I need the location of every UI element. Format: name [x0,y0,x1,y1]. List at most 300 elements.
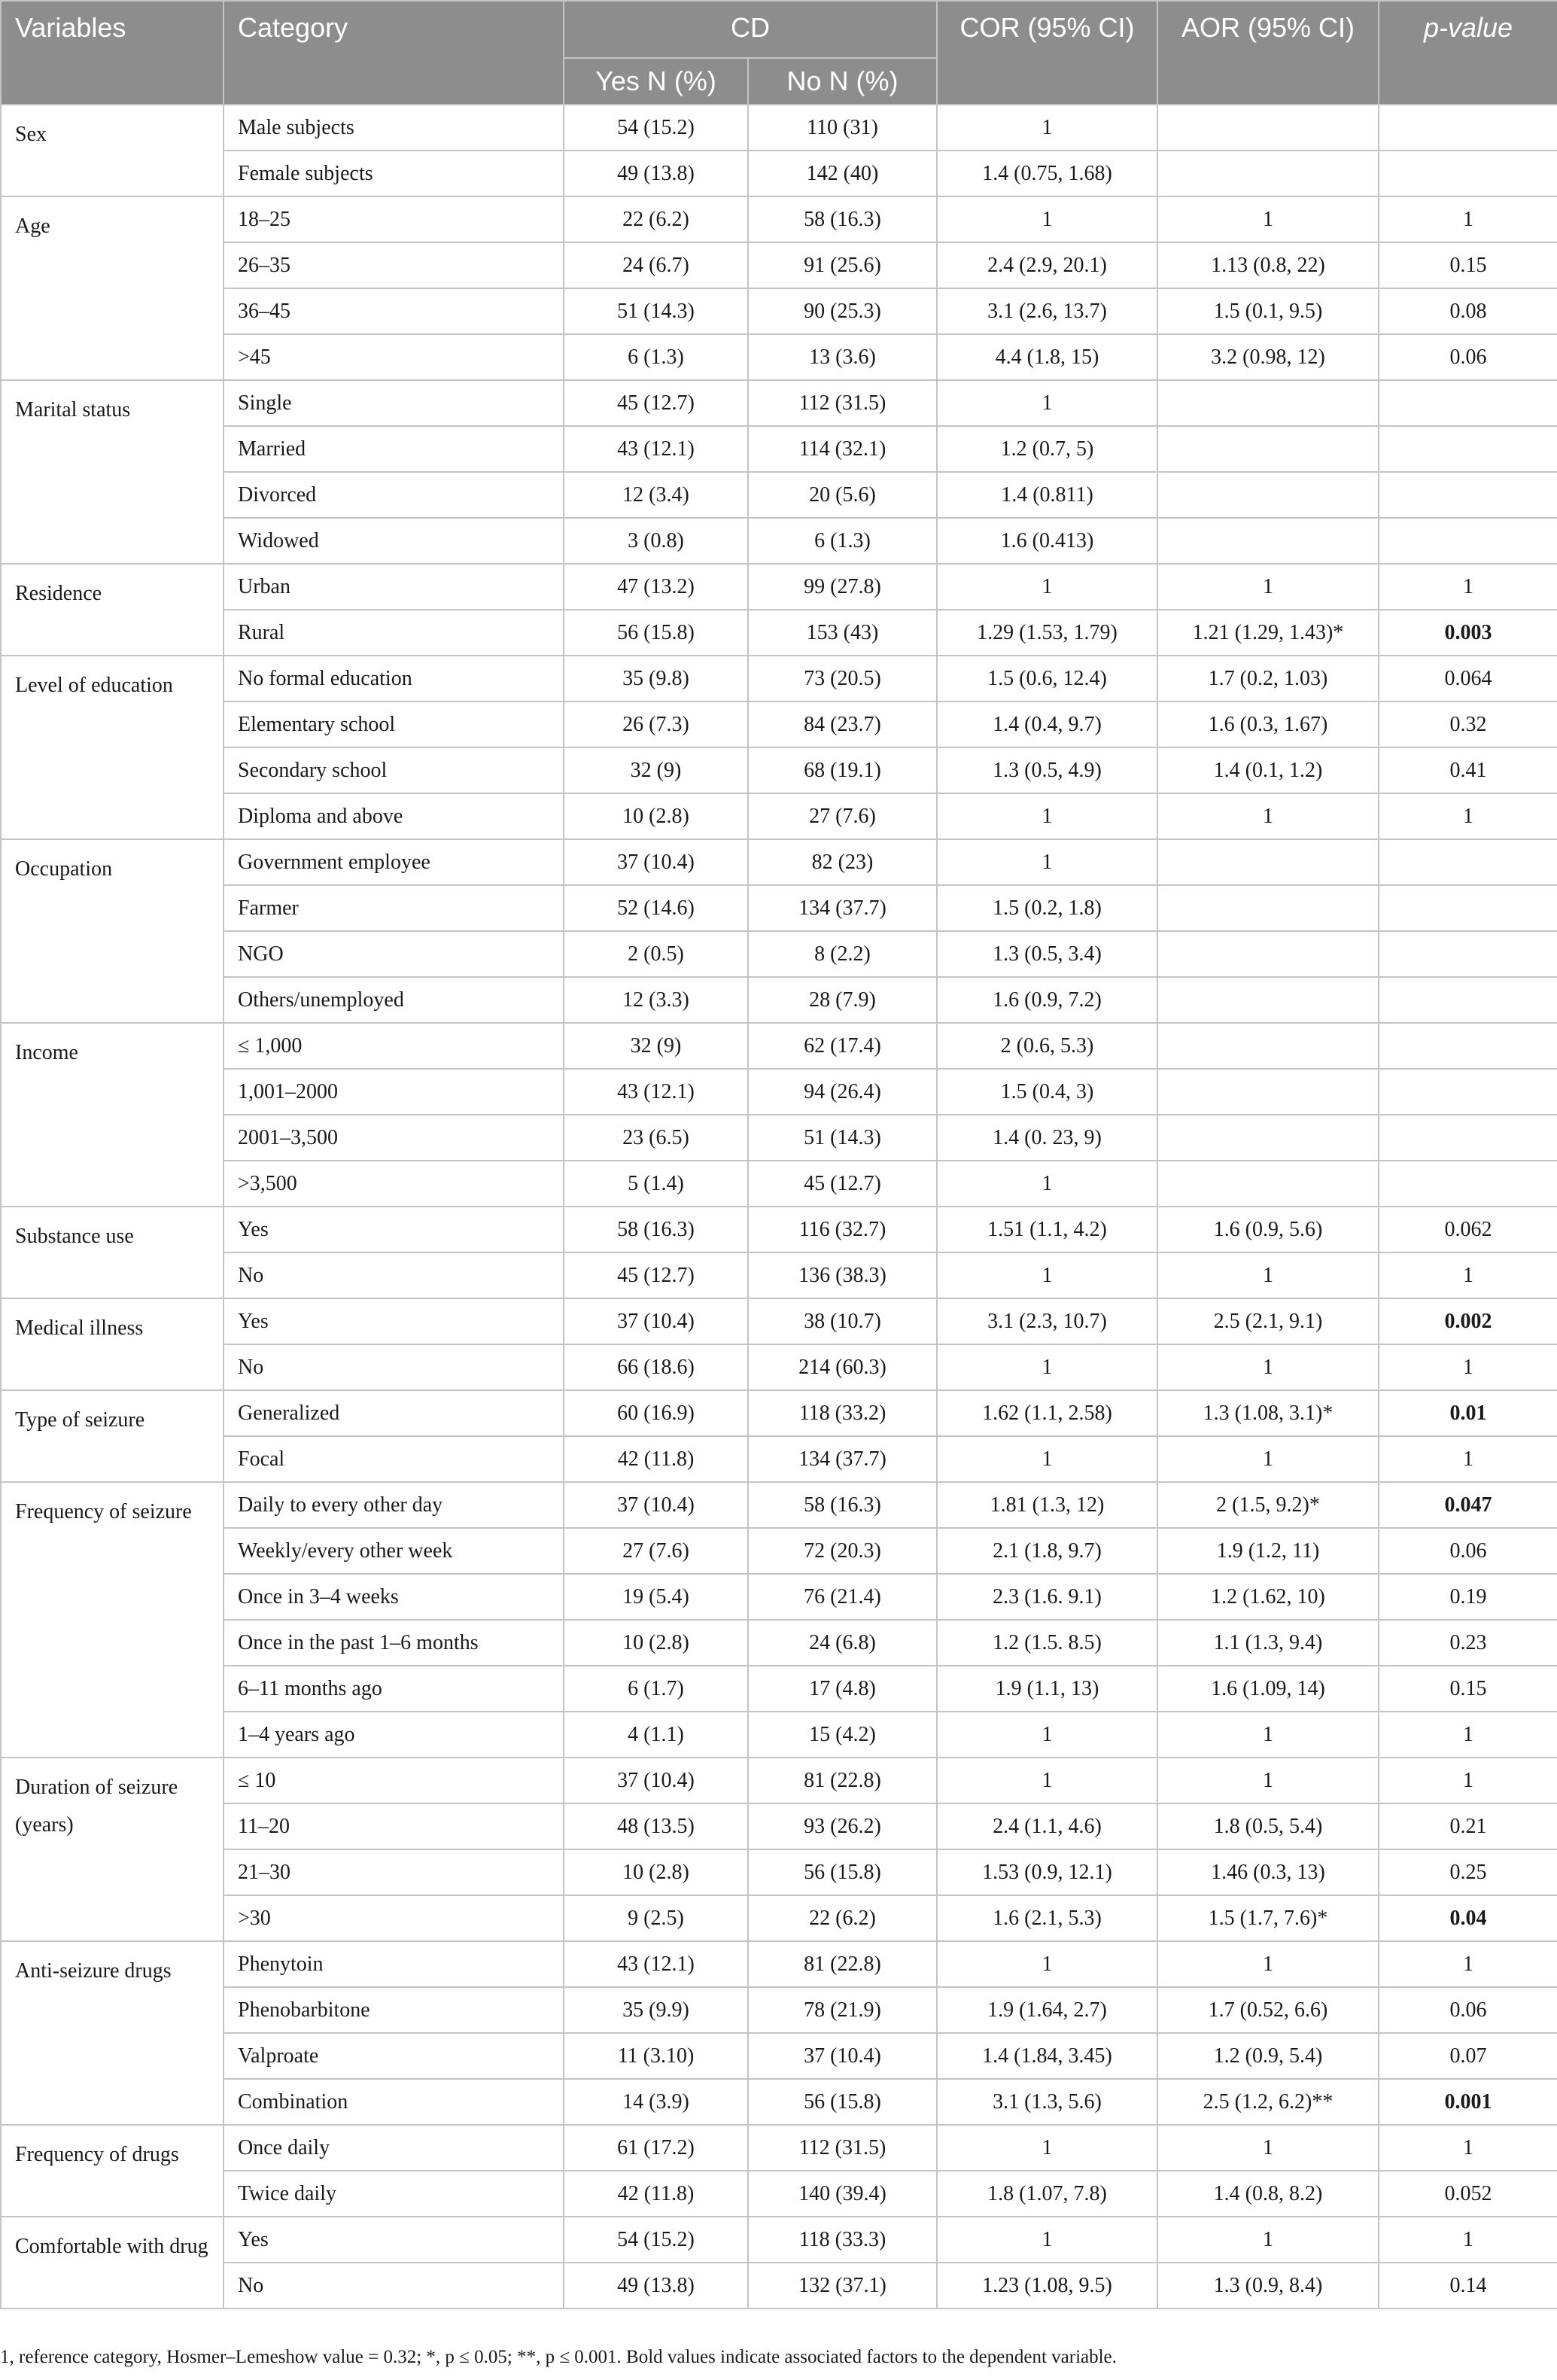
variable-cell: Occupation [1,839,224,1023]
aor-cell: 1.7 (0.2, 1.03) [1157,656,1379,702]
aor-cell: 1.4 (0.8, 8.2) [1157,2171,1379,2217]
p-value-cell: 0.15 [1379,1666,1557,1712]
aor-cell: 2.5 (1.2, 6.2)** [1157,2079,1379,2125]
cd-yes-cell: 52 (14.6) [564,885,748,931]
variable-cell: Anti-seizure drugs [1,1941,224,2125]
category-cell: 36–45 [224,288,564,334]
cd-yes-cell: 66 (18.6) [564,1344,748,1390]
p-value-cell: 0.14 [1379,2263,1557,2308]
aor-cell: 1.13 (0.8, 22) [1157,242,1379,288]
table-row [1,1344,1557,1390]
header-pvalue-text: p-value [1423,12,1513,43]
variable-cell: Age [1,196,224,380]
aor-cell: 1 [1157,2125,1379,2171]
category-cell: Phenobarbitone [224,1987,564,2033]
table-row [1,1941,1557,1987]
category-cell: Valproate [224,2033,564,2079]
cd-yes-cell: 10 (2.8) [564,793,748,839]
p-value-cell: 0.23 [1379,1620,1557,1666]
cd-yes-cell: 11 (3.10) [564,2033,748,2079]
cd-no-cell: 112 (31.5) [748,2125,937,2171]
aor-cell: 2 (1.5, 9.2)* [1157,1482,1379,1528]
aor-cell: 1 [1157,1941,1379,1987]
table-row [1,1298,1557,1344]
cd-yes-cell: 2 (0.5) [564,931,748,977]
cd-yes-cell: 35 (9.8) [564,656,748,702]
cd-yes-cell: 12 (3.4) [564,472,748,518]
aor-cell: 1.5 (1.7, 7.6)* [1157,1895,1379,1941]
aor-cell: 1 [1157,196,1379,242]
aor-cell: 1.8 (0.5, 5.4) [1157,1803,1379,1849]
category-cell: ≤ 1,000 [224,1023,564,1069]
category-cell: Generalized [224,1390,564,1436]
aor-cell [1157,380,1379,426]
category-cell: Yes [224,2217,564,2263]
aor-cell [1157,1023,1379,1069]
table-row [1,747,1557,793]
p-value-cell [1379,839,1557,885]
header-aor: AOR (95% CI) [1157,1,1379,105]
cd-yes-cell: 27 (7.6) [564,1528,748,1574]
cd-yes-cell: 22 (6.2) [564,196,748,242]
category-cell: No [224,2263,564,2308]
p-value-cell: 0.003 [1379,610,1557,656]
cor-cell: 1.5 (0.2, 1.8) [937,885,1157,931]
aor-cell: 3.2 (0.98, 12) [1157,334,1379,380]
cd-no-cell: 84 (23.7) [748,702,937,747]
cd-no-cell: 13 (3.6) [748,334,937,380]
p-value-cell: 1 [1379,1344,1557,1390]
p-value-cell: 0.06 [1379,1528,1557,1574]
category-cell: Yes [224,1298,564,1344]
aor-cell: 1.2 (1.62, 10) [1157,1574,1379,1620]
aor-cell: 1.5 (0.1, 9.5) [1157,288,1379,334]
aor-cell: 1 [1157,1252,1379,1298]
cor-cell: 1.3 (0.5, 3.4) [937,931,1157,977]
aor-cell [1157,977,1379,1023]
table-row [1,1436,1557,1482]
table-body [1,105,1557,2308]
header-pvalue [1379,1,1557,105]
p-value-cell [1379,931,1557,977]
cd-yes-cell: 5 (1.4) [564,1161,748,1207]
cd-no-cell: 214 (60.3) [748,1344,937,1390]
table-row [1,151,1557,196]
cd-yes-cell: 23 (6.5) [564,1115,748,1161]
cor-cell: 2.3 (1.6. 9.1) [937,1574,1157,1620]
category-cell: ≤ 10 [224,1758,564,1803]
p-value-cell: 0.001 [1379,2079,1557,2125]
cor-cell: 2 (0.6, 5.3) [937,1023,1157,1069]
cd-yes-cell: 43 (12.1) [564,426,748,472]
cd-no-cell: 58 (16.3) [748,1482,937,1528]
p-value-cell [1379,380,1557,426]
aor-cell [1157,426,1379,472]
cor-cell: 1.4 (0.75, 1.68) [937,151,1157,196]
table-row [1,472,1557,518]
p-value-cell: 1 [1379,1941,1557,1987]
cor-cell: 1 [937,1712,1157,1758]
table-row [1,288,1557,334]
category-cell: Married [224,426,564,472]
cd-yes-cell: 42 (11.8) [564,2171,748,2217]
category-cell: Rural [224,610,564,656]
aor-cell: 1.6 (1.09, 14) [1157,1666,1379,1712]
cd-no-cell: 110 (31) [748,105,937,151]
category-cell: Single [224,380,564,426]
category-cell: No formal education [224,656,564,702]
cd-yes-cell: 43 (12.1) [564,1941,748,1987]
category-cell: Male subjects [224,105,564,151]
cd-yes-cell: 51 (14.3) [564,288,748,334]
category-cell: Once in the past 1–6 months [224,1620,564,1666]
aor-cell [1157,151,1379,196]
cd-yes-cell: 45 (12.7) [564,380,748,426]
table-row [1,105,1557,151]
cd-no-cell: 73 (20.5) [748,656,937,702]
cd-no-cell: 72 (20.3) [748,1528,937,1574]
cor-cell: 1.4 (0.4, 9.7) [937,702,1157,747]
cor-cell: 1.29 (1.53, 1.79) [937,610,1157,656]
table-row [1,793,1557,839]
cor-cell: 4.4 (1.8, 15) [937,334,1157,380]
category-cell: Divorced [224,472,564,518]
cor-cell: 1.53 (0.9, 12.1) [937,1849,1157,1895]
cd-yes-cell: 47 (13.2) [564,564,748,610]
table-row [1,1161,1557,1207]
category-cell: >3,500 [224,1161,564,1207]
cd-no-cell: 99 (27.8) [748,564,937,610]
cd-no-cell: 38 (10.7) [748,1298,937,1344]
cd-no-cell: 153 (43) [748,610,937,656]
cor-cell: 1.23 (1.08, 9.5) [937,2263,1157,2308]
cd-no-cell: 76 (21.4) [748,1574,937,1620]
p-value-cell: 0.06 [1379,334,1557,380]
cd-no-cell: 82 (23) [748,839,937,885]
p-value-cell: 1 [1379,1436,1557,1482]
category-cell: No [224,1344,564,1390]
cd-no-cell: 134 (37.7) [748,1436,937,1482]
aor-cell: 1 [1157,1758,1379,1803]
cor-cell: 1 [937,2217,1157,2263]
category-cell: 21–30 [224,1849,564,1895]
cd-yes-cell: 37 (10.4) [564,1482,748,1528]
cor-cell: 1.2 (1.5. 8.5) [937,1620,1157,1666]
cd-no-cell: 118 (33.3) [748,2217,937,2263]
table-row [1,2263,1557,2308]
category-cell: No [224,1252,564,1298]
aor-cell: 1.6 (0.9, 5.6) [1157,1207,1379,1252]
aor-cell [1157,518,1379,564]
p-value-cell [1379,518,1557,564]
cor-cell: 1.5 (0.6, 12.4) [937,656,1157,702]
p-value-cell: 0.06 [1379,1987,1557,2033]
cd-no-cell: 81 (22.8) [748,1941,937,1987]
table-row [1,1390,1557,1436]
cd-no-cell: 142 (40) [748,151,937,196]
cd-no-cell: 51 (14.3) [748,1115,937,1161]
cd-no-cell: 56 (15.8) [748,1849,937,1895]
cor-cell: 1 [937,1758,1157,1803]
cd-no-cell: 24 (6.8) [748,1620,937,1666]
p-value-cell: 1 [1379,1252,1557,1298]
cd-no-cell: 56 (15.8) [748,2079,937,2125]
p-value-cell: 0.41 [1379,747,1557,793]
variable-cell: Residence [1,564,224,656]
table-header [1,1,1557,105]
cd-no-cell: 37 (10.4) [748,2033,937,2079]
cd-yes-cell: 24 (6.7) [564,242,748,288]
cor-cell: 1 [937,839,1157,885]
cd-no-cell: 94 (26.4) [748,1069,937,1115]
table-row [1,1069,1557,1115]
table-row [1,1895,1557,1941]
p-value-cell: 1 [1379,196,1557,242]
table-row [1,426,1557,472]
cd-yes-cell: 54 (15.2) [564,2217,748,2263]
p-value-cell: 0.07 [1379,2033,1557,2079]
p-value-cell: 0.15 [1379,242,1557,288]
cor-cell: 1.9 (1.64, 2.7) [937,1987,1157,2033]
cd-yes-cell: 26 (7.3) [564,702,748,747]
header-yes: Yes N (%) [564,58,748,105]
table-row [1,610,1557,656]
category-cell: >45 [224,334,564,380]
p-value-cell [1379,1161,1557,1207]
table-row [1,1712,1557,1758]
p-value-cell [1379,1069,1557,1115]
cd-no-cell: 90 (25.3) [748,288,937,334]
p-value-cell: 0.064 [1379,656,1557,702]
p-value-cell [1379,885,1557,931]
variable-cell: Type of seizure [1,1390,224,1482]
p-value-cell [1379,151,1557,196]
p-value-cell [1379,1115,1557,1161]
category-cell: Female subjects [224,151,564,196]
p-value-cell: 0.01 [1379,1390,1557,1436]
p-value-cell: 0.19 [1379,1574,1557,1620]
category-cell: 1–4 years ago [224,1712,564,1758]
cd-yes-cell: 60 (16.9) [564,1390,748,1436]
p-value-cell: 1 [1379,793,1557,839]
category-cell: Once in 3–4 weeks [224,1574,564,1620]
category-cell: Government employee [224,839,564,885]
table-row [1,931,1557,977]
cd-yes-cell: 56 (15.8) [564,610,748,656]
category-cell: Diploma and above [224,793,564,839]
variable-cell: Frequency of drugs [1,2125,224,2217]
table-row [1,1023,1557,1069]
table-row [1,977,1557,1023]
aor-cell: 1 [1157,2217,1379,2263]
table-row [1,1803,1557,1849]
cd-no-cell: 91 (25.6) [748,242,937,288]
aor-cell: 1 [1157,1344,1379,1390]
cor-cell: 1 [937,1161,1157,1207]
aor-cell: 1.21 (1.29, 1.43)* [1157,610,1379,656]
aor-cell: 1.1 (1.3, 9.4) [1157,1620,1379,1666]
table-row [1,564,1557,610]
p-value-cell: 0.04 [1379,1895,1557,1941]
cd-no-cell: 112 (31.5) [748,380,937,426]
cor-cell: 1 [937,105,1157,151]
aor-cell [1157,1069,1379,1115]
category-cell: Urban [224,564,564,610]
p-value-cell: 0.002 [1379,1298,1557,1344]
table-row [1,702,1557,747]
cd-yes-cell: 49 (13.8) [564,2263,748,2308]
category-cell: 2001–3,500 [224,1115,564,1161]
table-row [1,2033,1557,2079]
cor-cell: 1.2 (0.7, 5) [937,426,1157,472]
category-cell: >30 [224,1895,564,1941]
cd-no-cell: 28 (7.9) [748,977,937,1023]
cd-no-cell: 114 (32.1) [748,426,937,472]
table-row [1,1252,1557,1298]
cor-cell: 3.1 (1.3, 5.6) [937,2079,1157,2125]
cd-no-cell: 17 (4.8) [748,1666,937,1712]
cor-cell: 1.4 (0. 23, 9) [937,1115,1157,1161]
cd-yes-cell: 35 (9.9) [564,1987,748,2033]
aor-cell: 1.6 (0.3, 1.67) [1157,702,1379,747]
category-cell: Phenytoin [224,1941,564,1987]
cor-cell: 1.9 (1.1, 13) [937,1666,1157,1712]
table-row [1,2125,1557,2171]
p-value-cell: 0.062 [1379,1207,1557,1252]
cor-cell: 1 [937,564,1157,610]
cd-no-cell: 81 (22.8) [748,1758,937,1803]
table-row [1,1574,1557,1620]
cd-no-cell: 118 (33.2) [748,1390,937,1436]
p-value-cell: 0.32 [1379,702,1557,747]
cor-cell: 1 [937,380,1157,426]
p-value-cell [1379,472,1557,518]
cd-yes-cell: 54 (15.2) [564,105,748,151]
cd-yes-cell: 58 (16.3) [564,1207,748,1252]
p-value-cell: 0.08 [1379,288,1557,334]
cor-cell: 1.81 (1.3, 12) [937,1482,1157,1528]
table-row [1,1115,1557,1161]
aor-cell: 1 [1157,793,1379,839]
cd-no-cell: 20 (5.6) [748,472,937,518]
aor-cell: 1.7 (0.52, 6.6) [1157,1987,1379,2033]
cd-yes-cell: 6 (1.7) [564,1666,748,1712]
cd-yes-cell: 32 (9) [564,747,748,793]
cd-yes-cell: 37 (10.4) [564,839,748,885]
variable-cell: Duration of seizure (years) [1,1758,224,1941]
cd-yes-cell: 3 (0.8) [564,518,748,564]
p-value-cell: 0.047 [1379,1482,1557,1528]
category-cell: Widowed [224,518,564,564]
cd-yes-cell: 9 (2.5) [564,1895,748,1941]
cd-no-cell: 136 (38.3) [748,1252,937,1298]
table-row [1,2217,1557,2263]
cor-cell: 1.51 (1.1, 4.2) [937,1207,1157,1252]
cor-cell: 1.5 (0.4, 3) [937,1069,1157,1115]
aor-cell: 2.5 (2.1, 9.1) [1157,1298,1379,1344]
cor-cell: 2.1 (1.8, 9.7) [937,1528,1157,1574]
cd-no-cell: 116 (32.7) [748,1207,937,1252]
cor-cell: 1.4 (1.84, 3.45) [937,2033,1157,2079]
aor-cell [1157,472,1379,518]
p-value-cell [1379,977,1557,1023]
aor-cell: 1 [1157,1712,1379,1758]
cor-cell: 1 [937,1252,1157,1298]
cd-no-cell: 58 (16.3) [748,196,937,242]
aor-cell [1157,1161,1379,1207]
aor-cell [1157,1115,1379,1161]
aor-cell: 1.3 (0.9, 8.4) [1157,2263,1379,2308]
cd-yes-cell: 4 (1.1) [564,1712,748,1758]
cd-yes-cell: 32 (9) [564,1023,748,1069]
table-row [1,334,1557,380]
cd-yes-cell: 12 (3.3) [564,977,748,1023]
p-value-cell: 0.25 [1379,1849,1557,1895]
variable-cell: Comfortable with drug [1,2217,224,2308]
category-cell: 1,001–2000 [224,1069,564,1115]
variable-cell: Medical illness [1,1298,224,1390]
cd-yes-cell: 10 (2.8) [564,1849,748,1895]
cor-cell: 1 [937,196,1157,242]
header-variables: Variables [1,1,224,105]
cd-yes-cell: 37 (10.4) [564,1758,748,1803]
cor-cell: 1 [937,1344,1157,1390]
p-value-cell [1379,1023,1557,1069]
cor-cell: 1 [937,793,1157,839]
header-category: Category [224,1,564,105]
aor-cell [1157,885,1379,931]
table-row [1,196,1557,242]
cd-yes-cell: 37 (10.4) [564,1298,748,1344]
category-cell: 18–25 [224,196,564,242]
category-cell: 6–11 months ago [224,1666,564,1712]
variable-cell: Sex [1,105,224,196]
p-value-cell [1379,105,1557,151]
cd-no-cell: 78 (21.9) [748,1987,937,2033]
cd-no-cell: 27 (7.6) [748,793,937,839]
table-row [1,1849,1557,1895]
aor-cell: 1.46 (0.3, 13) [1157,1849,1379,1895]
cor-cell: 1.8 (1.07, 7.8) [937,2171,1157,2217]
table-row [1,2171,1557,2217]
header-no: No N (%) [748,58,937,105]
cd-no-cell: 6 (1.3) [748,518,937,564]
header-cor: COR (95% CI) [937,1,1157,105]
category-cell: Farmer [224,885,564,931]
aor-cell: 1.3 (1.08, 3.1)* [1157,1390,1379,1436]
variable-cell: Income [1,1023,224,1207]
p-value-cell: 1 [1379,1712,1557,1758]
cor-cell: 1.3 (0.5, 4.9) [937,747,1157,793]
cd-no-cell: 62 (17.4) [748,1023,937,1069]
cor-cell: 1.4 (0.811) [937,472,1157,518]
aor-cell: 1.2 (0.9, 5.4) [1157,2033,1379,2079]
cd-yes-cell: 48 (13.5) [564,1803,748,1849]
cd-no-cell: 22 (6.2) [748,1895,937,1941]
cor-cell: 1.6 (0.9, 7.2) [937,977,1157,1023]
cd-no-cell: 68 (19.1) [748,747,937,793]
cor-cell: 3.1 (2.6, 13.7) [937,288,1157,334]
cor-cell: 1 [937,1941,1157,1987]
p-value-cell: 0.21 [1379,1803,1557,1849]
cd-no-cell: 45 (12.7) [748,1161,937,1207]
category-cell: 26–35 [224,242,564,288]
category-cell: Elementary school [224,702,564,747]
category-cell: Yes [224,1207,564,1252]
cd-yes-cell: 19 (5.4) [564,1574,748,1620]
table-row [1,839,1557,885]
aor-cell: 1.9 (1.2, 11) [1157,1528,1379,1574]
